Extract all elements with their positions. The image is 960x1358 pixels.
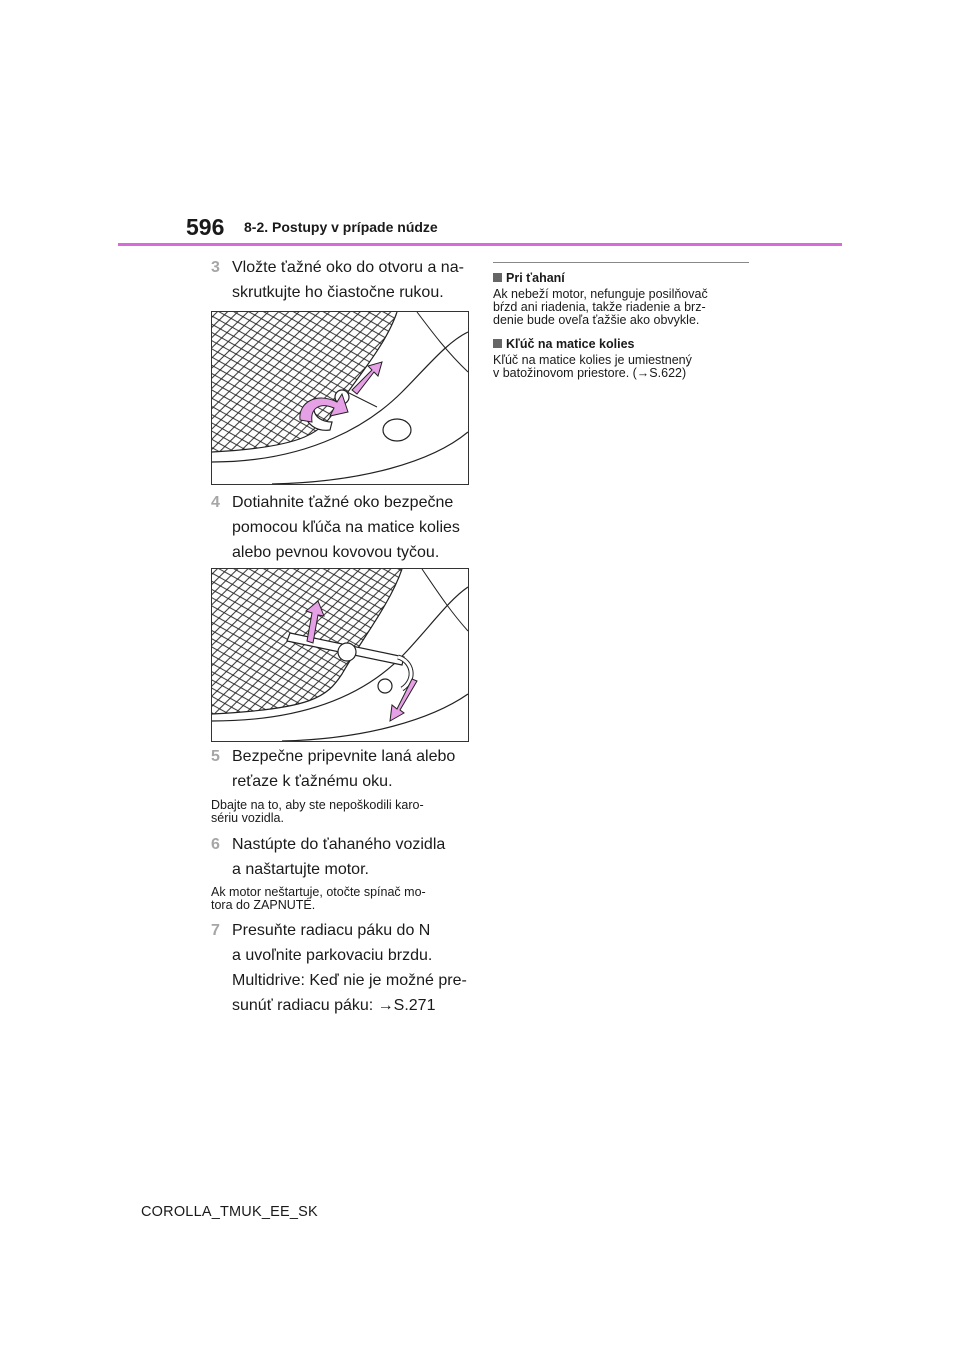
step-text: Dotiahnite ťažné oko bezpečne — [232, 494, 454, 511]
step-text: alebo pevnou kovovou tyčou. — [232, 544, 440, 561]
step-text: a naštartujte motor. — [232, 861, 369, 878]
sidebar-line: bŕzd ani riadenia, takže riadenie a brz- — [493, 300, 706, 314]
note-text: Dbajte na to, aby ste nepoškodili karo- — [211, 798, 424, 812]
note-text: tora do ZAPNUTÉ. — [211, 898, 316, 912]
figure-insert-towing-eye — [211, 311, 469, 485]
sidebar-line: Ak nebeží motor, nefunguje posilňovač — [493, 287, 708, 301]
step-text: Vložte ťažné oko do otvoru a na- — [232, 259, 464, 276]
section-title: 8-2. Postupy v prípade núdze — [244, 219, 438, 235]
sidebar-line: denie bude oveľa ťažšie ako obvykle. — [493, 313, 700, 327]
step-text: Nastúpte do ťahaného vozidla — [232, 836, 446, 853]
step-number: 7 — [211, 922, 220, 939]
sidebar-text-wrench — [493, 354, 749, 380]
sidebar-line: Kľúč na matice kolies je umiestnený — [493, 353, 692, 367]
step-text: a uvoľnite parkovaciu brzdu. — [232, 947, 433, 964]
sidebar-line[interactable]: v batožinovom priestore. (→S.622) — [493, 366, 687, 380]
sidebar-divider — [493, 262, 749, 263]
step-text: skrutkujte ho čiastočne rukou. — [232, 284, 444, 301]
step-number: 3 — [211, 259, 220, 276]
sidebar-heading-text: Kľúč na matice kolies — [506, 337, 635, 351]
note-text: sériu vozidla. — [211, 811, 284, 825]
step-3 — [211, 255, 471, 305]
step-6 — [211, 832, 471, 882]
sidebar-notes — [493, 262, 749, 380]
footer-doc-code: COROLLA_TMUK_EE_SK — [141, 1204, 318, 1220]
sidebar-text-towing — [493, 288, 749, 327]
step-text: Bezpečne pripevnite laná alebo — [232, 748, 456, 765]
page-number: 596 — [186, 214, 225, 240]
square-bullet-icon — [493, 339, 502, 348]
step-number: 5 — [211, 748, 220, 765]
step-4 — [211, 490, 471, 565]
step-7 — [211, 918, 471, 1018]
step-text: Presuňte radiacu páku do N — [232, 922, 431, 939]
square-bullet-icon — [493, 273, 502, 282]
step-text: pomocou kľúča na matice kolies — [232, 519, 460, 536]
sidebar-heading-towing — [493, 270, 749, 286]
note-step-5 — [211, 799, 471, 825]
figure-tighten-towing-eye — [211, 568, 469, 742]
step-text: Multidrive: Keď nie je možné pre- — [232, 972, 467, 989]
header-divider — [118, 243, 842, 246]
step-text: sunúť radiacu páku: →S.271 — [232, 997, 436, 1014]
step-5 — [211, 744, 471, 794]
sidebar-heading-wrench — [493, 336, 749, 352]
step-text: reťaze k ťažnému oku. — [232, 773, 393, 790]
step-number: 6 — [211, 836, 220, 853]
sidebar-heading-text: Pri ťahaní — [506, 271, 565, 285]
step-number: 4 — [211, 494, 220, 511]
note-text: Ak motor neštartuje, otočte spínač mo- — [211, 885, 426, 899]
note-step-6 — [211, 886, 471, 912]
